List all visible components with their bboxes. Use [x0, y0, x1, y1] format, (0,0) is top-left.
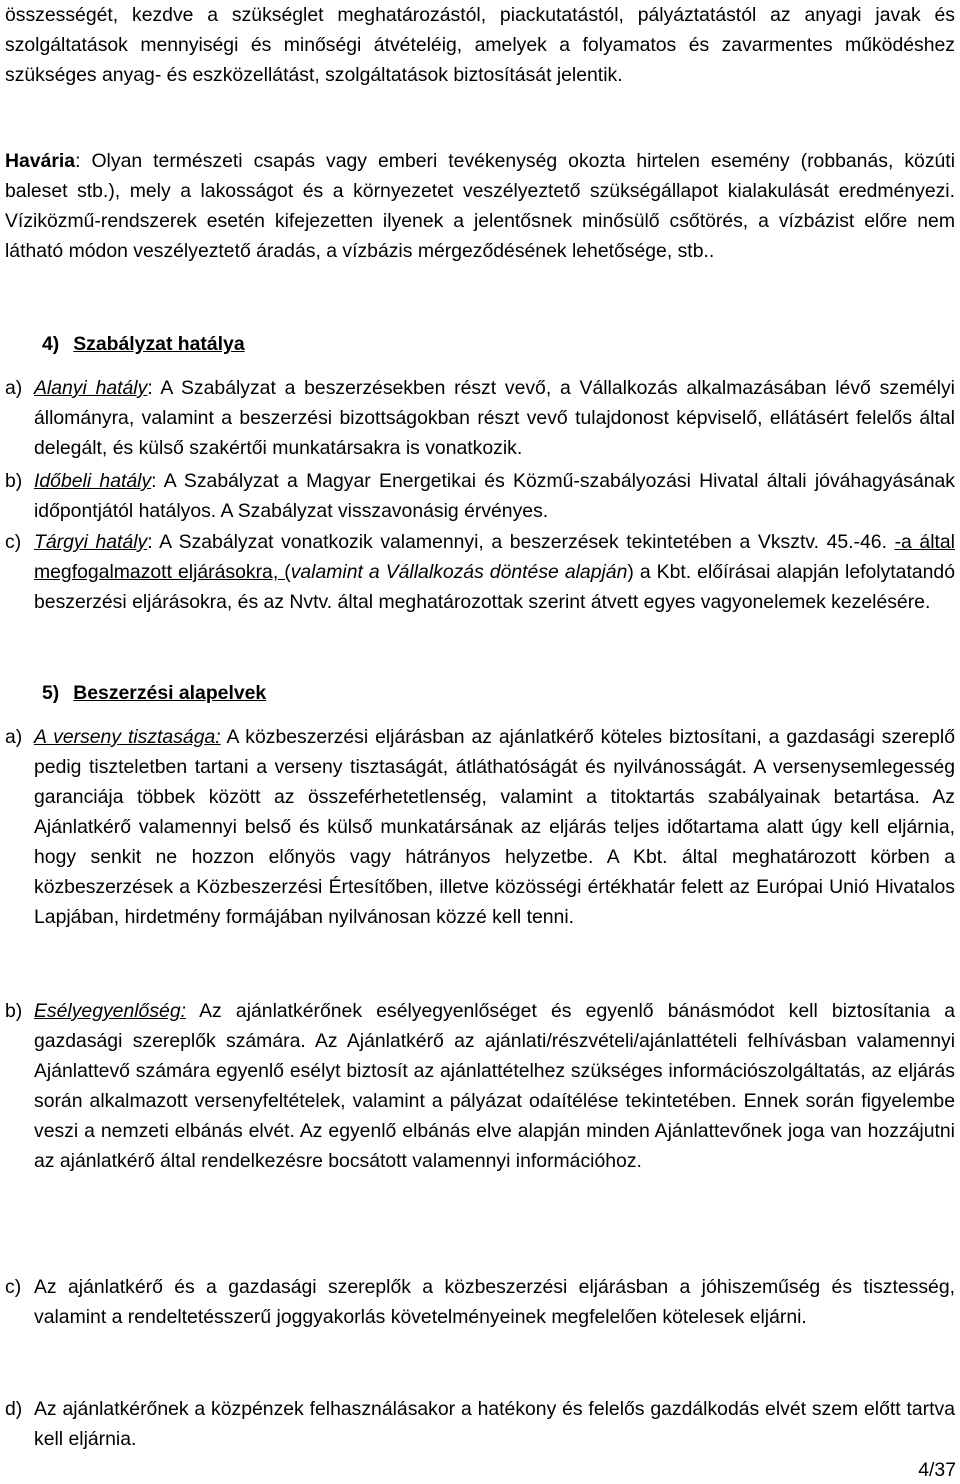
scope-item-b-text: : A Szabályzat a Magyar Energetikai és Közmű-szabályozási Hivatal általi jóváhagyásának időpontjától hatályos. A Szabályzat visszavonásig érvényes. — [34, 470, 956, 522]
scope-item-b-label: b) — [5, 470, 23, 492]
scope-item-c-label: c) — [5, 531, 22, 553]
section-5-number: 5) — [42, 682, 60, 704]
principle-item-d-text: Az ajánlatkérőnek a közpénzek felhasználásakor a hatékony és felelős gazdálkodás elvét szem előtt tartva kell eljárnia. — [34, 1398, 955, 1450]
havaria-text-2: Víziközmű-rendszerek esetén kifejezetten ilyenek a jelentősnek minősülő csőtörés, a vízbázist előre nem látható módon veszélyeztető áradás, a vízbázis mérgeződésének lehetősége, stb.. — [5, 210, 955, 262]
section-4-heading — [42, 329, 245, 359]
principle-item-b-label: b) — [5, 1000, 23, 1022]
havaria-paragraph — [5, 146, 955, 266]
intro-text: összességét, kezdve a szükséglet meghatározástól, piackutatástól, pályáztatástól az anyagi javak és szolgáltatások mennyiségi és minőségi átvételéig, amelyek a folyamatos és zavarmentes működéshez szükséges anyag- és eszközellátást, szolgáltatások biztosítását jelentik. — [5, 4, 955, 86]
principle-item-d-label: d) — [5, 1398, 23, 1420]
havaria-term: Havária — [5, 150, 76, 172]
principle-item-b — [5, 996, 955, 1176]
principle-item-b-term: Esélyegyenlőség: — [34, 1000, 186, 1022]
principle-item-b-text: Az ajánlatkérőnek esélyegyenlőséget és egyenlő bánásmódot kell biztosítania a gazdasági szereplők számára. Az Ajánlatkérő az ajánlati/részvételi/ajánlattételi felhívásban valamennyi Ajánlattevő számára egyenlő esélyt biztosít az ajánlattételhez szükséges információszolgáltatás, az eljárás során alkalmazott versenyfeltételek, valamint a pályázat odaítélése tekintetében. Ennek során figyelembe veszi a nemzeti elbánás elvét. Az egyenlő elbánás elve alapján minden Ajánlattevőnek joga van hozzájutni az ajánlatkérő által rendelkezésre bocsátott valamennyi információhoz. — [34, 1000, 955, 1172]
principle-item-a-term: A verseny tisztasága: — [34, 726, 221, 748]
principle-item-c-text: Az ajánlatkérő és a gazdasági szereplők a közbeszerzési eljárásban a jóhiszeműség és tisztesség, valamint a rendeltetésszerű joggyakorlás követelményeinek megfelelően kötelesek eljárni. — [34, 1276, 955, 1328]
havaria-text-1: : Olyan természeti csapás vagy emberi tevékenység okozta hirtelen esemény (robbanás, közúti baleset stb.), mely a lakosságot és a környezetet veszélyeztető szükségállapot kialakulását eredményezi. — [5, 150, 955, 202]
intro-paragraph — [5, 0, 955, 90]
scope-item-c — [5, 527, 955, 617]
page-number: 4/37 — [918, 1459, 956, 1481]
section-5-heading — [42, 678, 266, 708]
principle-item-a — [5, 722, 955, 932]
scope-item-a-term: Alanyi hatály — [34, 377, 148, 399]
scope-item-c-text-b: -a által megfogalmazott eljárásokra, ( — [34, 531, 955, 583]
principle-item-c — [5, 1272, 955, 1332]
principle-item-a-text: A közbeszerzési eljárásban az ajánlatkérő köteles biztosítani, a gazdasági szereplő pedig tiszteletben tartani a verseny tisztaságát, átláthatóságát és nyilvánosságát. A versenysemlegesség garanciája többek között az összeférhetetlenség, valamint a titoktartás szabályainak betartása. Az Ajánlatkérő valamennyi belső és külső munkatársának az eljárás teljes időtartama alatt úgy kell eljárnia, hogy senkit ne hozzon előnyös vagy hátrányos helyzetbe. A Kbt. által meghatározott körben a közbeszerzések a Közbeszerzési Értesítőben, illetve közösségi értékhatár felett az Európai Unió Hivatalos Lapjában, hirdetmény formájában nyilvánosan közzé kell tenni. — [34, 726, 955, 928]
section-5-title: Beszerzési alapelvek — [73, 682, 267, 704]
scope-item-c-italic: valamint a Vállalkozás döntése alapján — [290, 561, 628, 583]
scope-item-b — [5, 466, 955, 526]
scope-item-c-term: Tárgyi hatály — [34, 531, 148, 553]
scope-item-a-text: : A Szabályzat a beszerzésekben részt vevő, a Vállalkozás alkalmazásában lévő személyi állományra, valamint a beszerzési bizottságokban részt vevő tulajdonost képviselő, ellátásért felelős által delegált, és külső szakértői munkatársakra is vonatkozik. — [34, 377, 955, 459]
principle-item-c-label: c) — [5, 1276, 22, 1298]
scope-item-b-term: Időbeli hatály — [34, 470, 152, 492]
section-4-number: 4) — [42, 333, 60, 355]
section-4-title: Szabályzat hatálya — [73, 333, 245, 355]
principle-item-d — [5, 1394, 955, 1454]
scope-item-a-label: a) — [5, 377, 23, 399]
scope-item-c-text-a: : A Szabályzat vonatkozik valamennyi, a beszerzések tekintetében a Vksztv. 45.-46. — [147, 531, 895, 553]
principle-item-a-label: a) — [5, 726, 23, 748]
scope-item-a — [5, 373, 955, 463]
scope-item-c-text-c: ) a Kbt. előírásai alapján lefolytatandó beszerzési eljárásokra, és az Nvtv. által meghatározottak szerint átvett egyes vagyonelemek kezelésére. — [34, 561, 955, 613]
